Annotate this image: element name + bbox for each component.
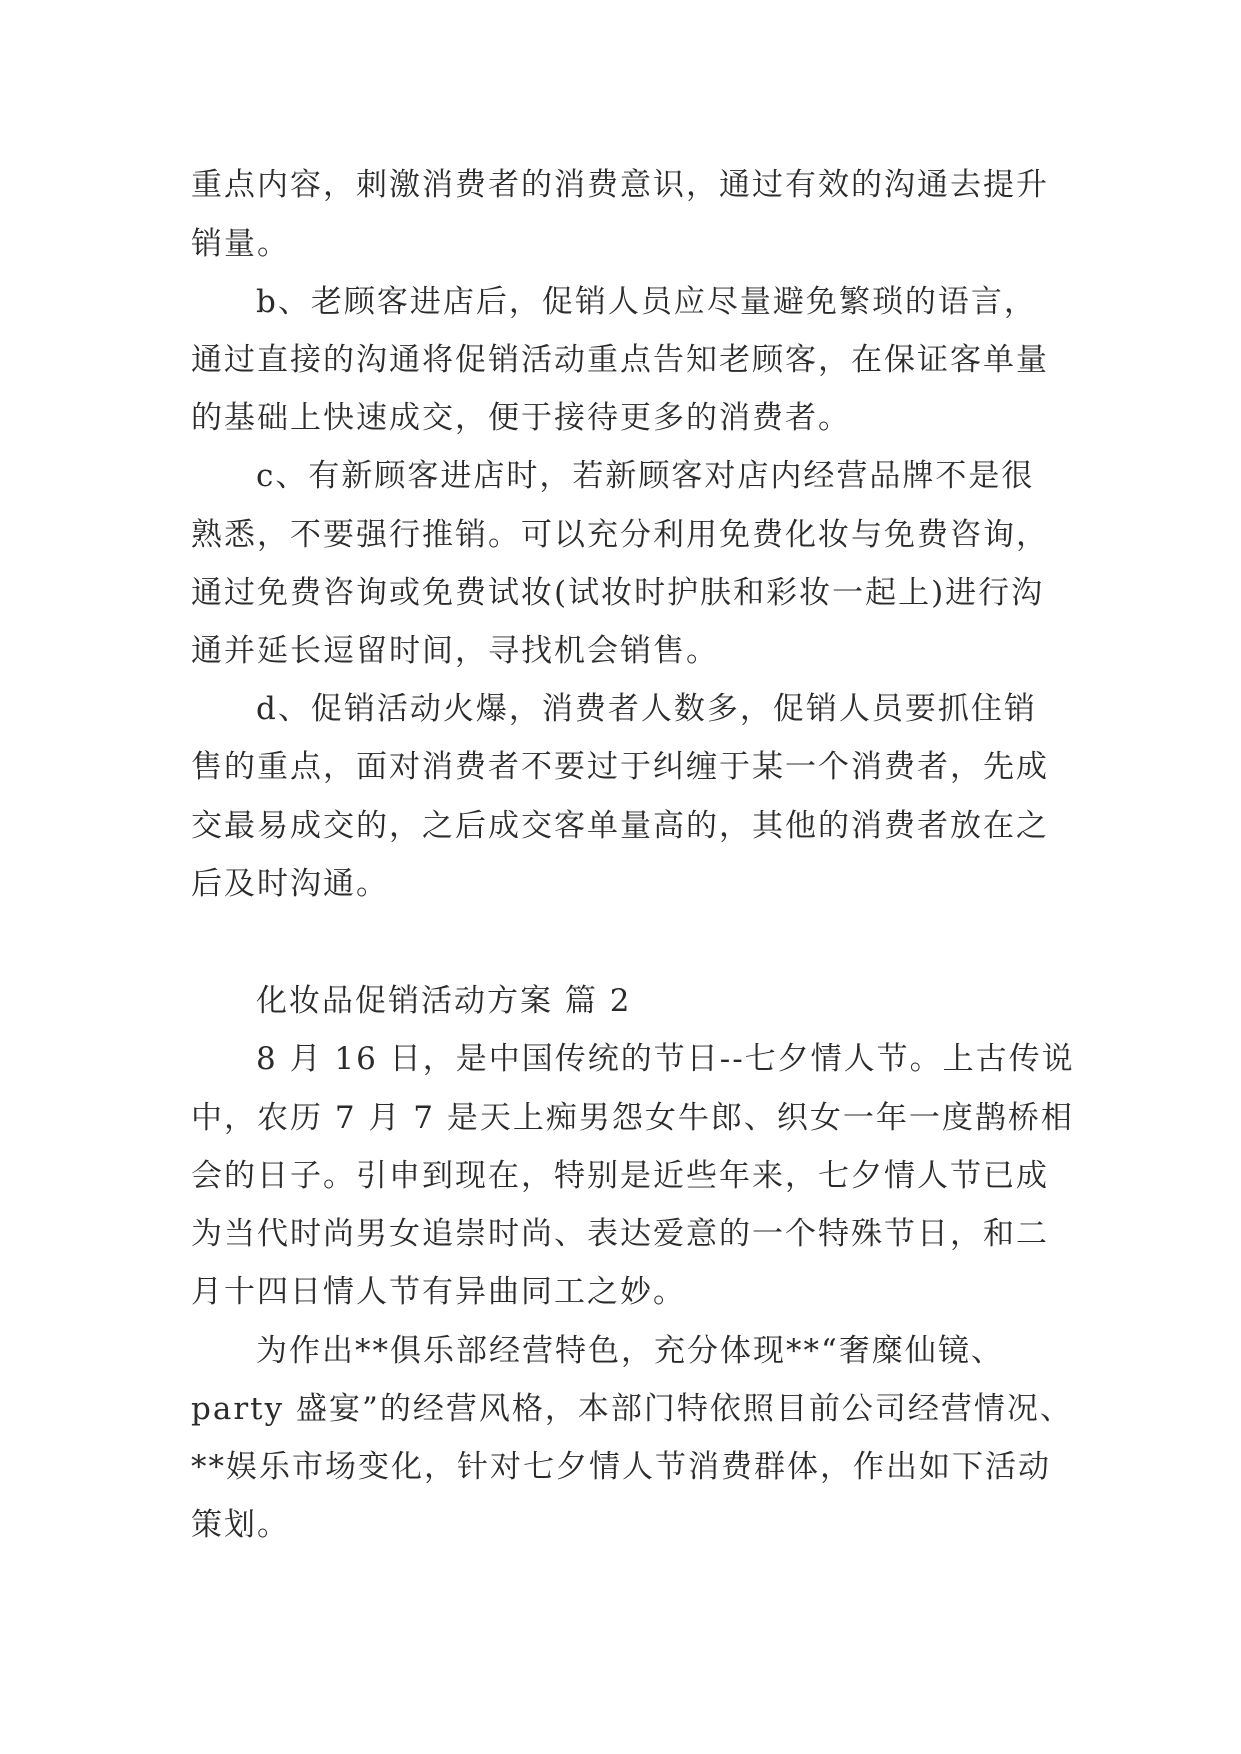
text-line: 通并延长逗留时间，寻找机会销售。 (191, 633, 719, 669)
text-line: b、老顾客进店后，促销人员应尽量避免繁琐的语言， (256, 284, 1037, 320)
text-line: 交最易成交的，之后成交客单量高的，其他的消费者放在之 (191, 808, 1049, 844)
section-heading: 化妆品促销活动方案 篇 2 (256, 983, 632, 1019)
text-line: 月十四日情人节有异曲同工之妙。 (191, 1274, 686, 1310)
text-line: 重点内容，刺激消费者的消费意识，通过有效的沟通去提升 (191, 167, 1049, 203)
text-line: d、促销活动火爆，消费者人数多，促销人员要抓住销 (256, 691, 1037, 727)
text-line: 通过免费咨询或免费试妆(试妆时护肤和彩妆一起上)进行沟 (191, 575, 1045, 611)
text-line: 通过直接的沟通将促销活动重点告知老顾客，在保证客单量 (191, 342, 1049, 378)
text-line: 的基础上快速成交，便于接待更多的消费者。 (191, 400, 851, 436)
text-line: 销量。 (191, 226, 290, 262)
text-line: 为作出**俱乐部经营特色，充分体现**“奢糜仙镜、 (256, 1333, 1004, 1369)
text-line: 会的日子。引申到现在，特别是近些年来，七夕情人节已成 (191, 1158, 1049, 1194)
text-line: **娱乐市场变化，针对七夕情人节消费群体，作出如下活动 (191, 1449, 1051, 1485)
text-line: 熟悉，不要强行推销。可以充分利用免费化妆与免费咨询， (191, 517, 1049, 553)
text-line: 8 月 16 日，是中国传统的节日--七夕情人节。上古传说 (256, 1041, 1075, 1077)
text-line: 售的重点，面对消费者不要过于纠缠于某一个消费者，先成 (191, 749, 1049, 785)
text-line: 策划。 (191, 1507, 290, 1543)
text-line: 为当代时尚男女追崇时尚、表达爱意的一个特殊节日，和二 (191, 1216, 1049, 1252)
text-line: c、有新顾客进店时，若新顾客对店内经营品牌不是很 (256, 458, 1035, 494)
text-line: 中，农历 7 月 7 是天上痴男怨女牛郎、织女一年一度鹊桥相 (191, 1100, 1074, 1136)
text-line: party 盛宴”的经营风格，本部门特依照目前公司经营情况、 (191, 1391, 1073, 1427)
text-line: 后及时沟通。 (191, 866, 389, 902)
